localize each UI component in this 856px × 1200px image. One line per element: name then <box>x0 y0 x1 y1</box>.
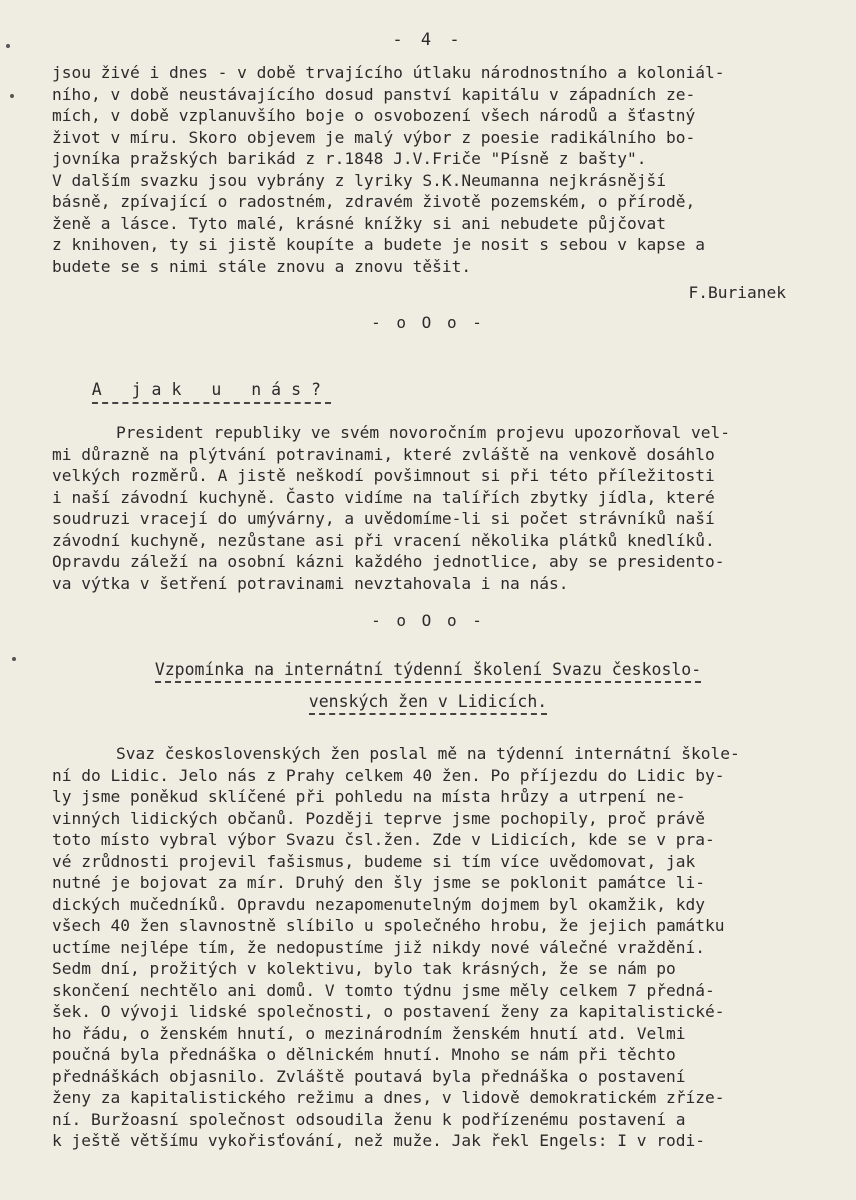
text-line: vinných lidických občanů. Později teprve jsme pochopily, proč právě <box>52 808 705 828</box>
text-line: President republiky ve svém novoročním projevu upozorňoval vel- <box>116 423 730 442</box>
section-kitchen <box>52 422 822 594</box>
section-separator: - o O o - <box>371 313 485 332</box>
text-line: k ještě většímu vykořisťování, než muže. Jak řekl Engels: I v rodi- <box>52 1131 705 1150</box>
title-text: Vzpomínka na internátní týdenní školení Svazu českoslo- <box>155 660 701 683</box>
section-lidice <box>52 743 822 1152</box>
text-line: skončení nechtělo ani domů. V tomto týdnu jsme měly celkem 7 předná- <box>52 980 715 1000</box>
text-line: mi důrazně na plýtvání potravinami, které zvláště na venkově dosáhlo <box>52 444 715 464</box>
text-line: ly jsme poněkud sklíčené při pohledu na místa hrůzy a utrpení ne- <box>52 787 686 806</box>
text-line: přednáškách objasnilo. Zvláště poutavá byla přednáška o postavení <box>52 1066 686 1086</box>
text-line: uctíme nejlépe tím, že nedopustíme již nikdy nové válečné vraždění. <box>52 937 705 957</box>
title-text: venských žen v Lidicích. <box>309 692 547 715</box>
text-line: ní. Buržoasní společnost odsoudila ženu k podřízenému postavení a <box>52 1109 686 1129</box>
text-line: ní do Lidic. Jelo nás z Prahy celkem 40 žen. Po příjezdu do Lidic by- <box>52 765 725 785</box>
text-line: ho řádu, o ženském hnutí, o mezinárodním ženském hnutí atd. Velmi <box>52 1023 686 1043</box>
text-line: Svaz československých žen poslal mě na týdenní internátní škole- <box>116 744 740 763</box>
text-line: všech 40 žen slavnostně slíbilo u společného hrobu, že jejich památku <box>52 916 725 935</box>
text-line: závodní kuchyně, nezůstane asi při vracení několika plátků knedlíků. <box>52 530 715 550</box>
heading-text: A jak u nás? <box>92 380 331 404</box>
text-line: va výtka v šetření potravinami nevztahovala i na nás. <box>52 573 569 593</box>
text-line: nutné je bojovat za mír. Druhý den šly jsme se poklonit památce li- <box>52 873 705 892</box>
page-number: - 4 - <box>392 30 464 50</box>
text-line: ního, v době neustávajícího dosud panství kapitálu v západních ze- <box>52 84 696 104</box>
text-line: Opravdu záleží na osobní kázni každého jednotlice, aby se presidento- <box>52 552 725 571</box>
section-heading <box>52 361 331 418</box>
text-line: dických mučedníků. Opravdu nezapomenutelným dojmem byl okamžik, kdy <box>52 894 705 914</box>
text-line: z knihoven, ty si jistě koupíte a budete je nosit s sebou v kapse a <box>52 235 705 254</box>
text-line: vé zrůdnosti projevil fašismus, budeme si tím více uvědomovat, jak <box>52 851 696 871</box>
text-line: Sedm dní, prožitých v kolektivu, bylo tak krásných, že se nám po <box>52 959 676 978</box>
section-intro <box>52 62 822 277</box>
section-separator: - o O o - <box>371 611 485 630</box>
text-line: život v míru. Skoro objevem je malý výbor z poesie radikálního bo- <box>52 127 696 147</box>
author-signature: F.Burianek <box>688 283 786 302</box>
text-line: budete se s nimi stále znovu a znovu těšit. <box>52 256 472 276</box>
text-line: jsou živé i dnes - v době trvajícího útlaku národnostního a koloniál- <box>52 63 725 82</box>
text-line: šek. O vývoji lidské společnosti, o postavení ženy za kapitalistické- <box>52 1002 725 1021</box>
article-title-line-2 <box>0 692 856 711</box>
text-line: i naší závodní kuchyně. Často vidíme na talířích zbytky jídla, které <box>52 487 715 507</box>
scan-speck <box>10 94 14 98</box>
text-line: toto místo vybral výbor Svazu čsl.žen. Zde v Lidicích, kde se v pra- <box>52 830 715 849</box>
text-line: ženy za kapitalistického režimu a dnes, v lidově demokratickém zříze- <box>52 1088 725 1107</box>
text-line: jovníka pražských barikád z r.1848 J.V.Friče "Písně z bašty". <box>52 149 647 168</box>
text-line: mích, v době vzplanuvšího boje o osvobození všech národů a šťastný <box>52 106 696 125</box>
text-line: velkých rozměrů. A jistě neškodí povšimnout si při této příležitosti <box>52 466 715 485</box>
text-line: soudruzi vracejí do umývárny, a uvědomíme-li si počet strávníků naší <box>52 509 715 528</box>
text-line: V dalším svazku jsou vybrány z lyriky S.K.Neumanna nejkrásnější <box>52 170 666 190</box>
text-line: básně, zpívající o radostném, zdravém životě pozemském, o přírodě, <box>52 192 696 211</box>
text-line: poučná byla přednáška o dělnickém hnutí. Mnoho se nám při těchto <box>52 1045 676 1064</box>
article-title-line-1 <box>0 660 856 679</box>
text-line: ženě a lásce. Tyto malé, krásné knížky si ani nebudete půjčovat <box>52 213 666 233</box>
